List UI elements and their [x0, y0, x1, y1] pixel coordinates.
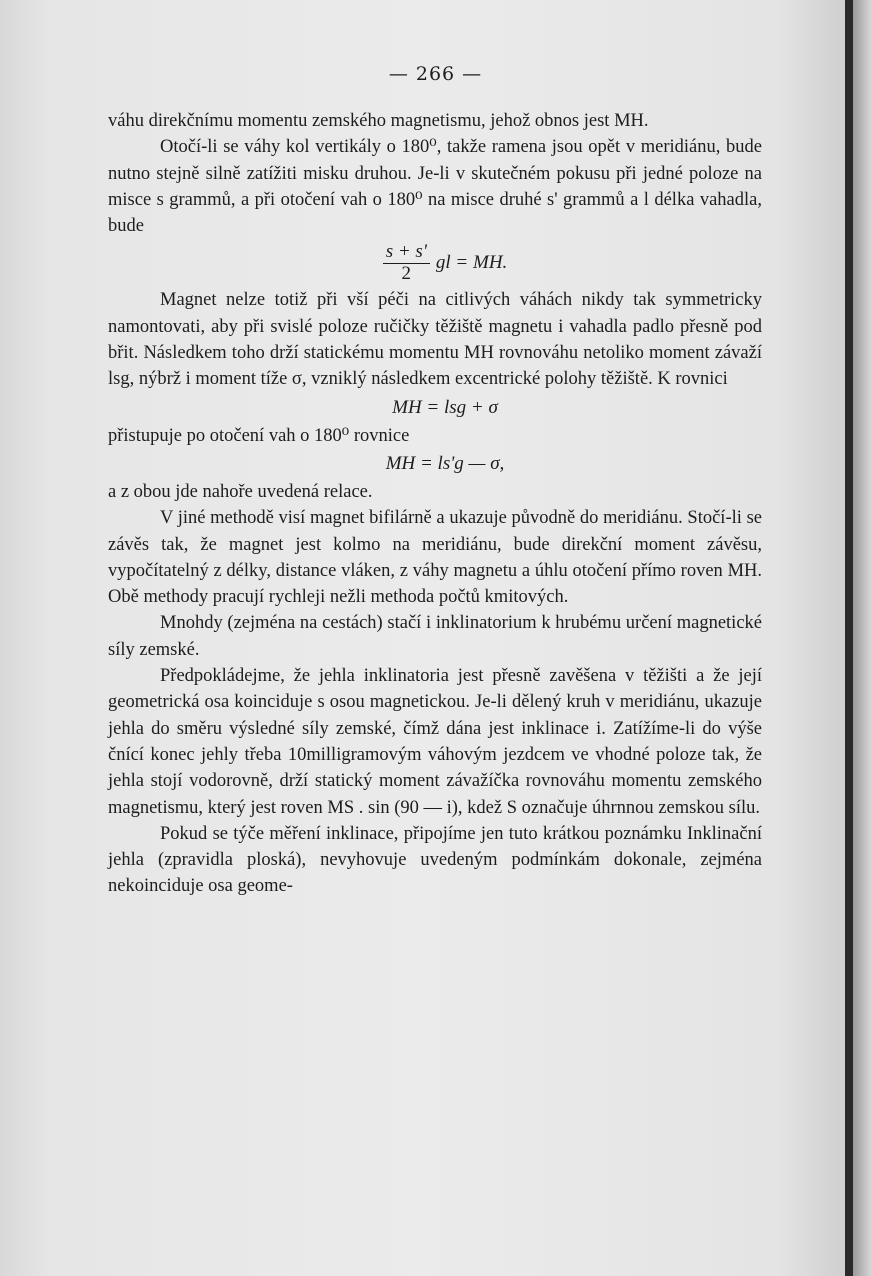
page-edge-background: [853, 0, 871, 1276]
paragraph-1: váhu direkčnímu momentu zemského magnetismu, jehož obnos jest MH.: [108, 111, 649, 131]
paragraph-8: Předpokládejme, že jehla inklinatoria jest přesně zavěšena v těžišti a že její geometrická osa koinciduje s osou magnetickou. Je-li dělený kruh v meridiánu, ukazuje jehla do směru výsledné síly zemské, čímž dána jest inklinace i. Zatížíme-li do výše čnící konec jehly třeba 10milligramovým váhovým jezdcem ve vhodné poloze tak, že jehla stojí vodorovně, drží statický moment závažíčka rovnováhu momentu zemského magnetismu, který jest roven MS . sin (90 — i), kdež S označuje úhrnnou zemskou sílu.: [108, 666, 762, 818]
equation-2: MH = lsg + σ: [392, 396, 498, 418]
paragraph-9: Pokud se týče měření inklinace, připojíme jen tuto krátkou poznámku Inklinační jehla (zpravidla ploská), nevyhovuje uvedeným podmínkám dokonale, zejména nekoinciduje osa geome-: [108, 823, 762, 897]
equation-1: [108, 239, 762, 287]
equation-1-denominator: 2: [401, 263, 412, 285]
equation-1-fraction: [383, 242, 430, 284]
page-number: — 266 —: [388, 63, 483, 85]
paragraph-7: Mnohdy (zejména na cestách) stačí i inklinatorium k hrubému určení magnetické síly zemské.: [108, 613, 762, 660]
paragraph-3: Magnet nelze totiž při vší péči na citlivých váhách nikdy tak symmetricky namontovati, aby při svislé poloze ručičky těžiště magnetu i vahadla padlo přesně pod břit. Následkem toho drží statickému momentu MH rovnováhu netoliko moment závaží lsg, nýbrž i moment tíže σ, vzniklý následkem excentrické polohy těžiště. K rovnici: [108, 290, 762, 390]
paragraph-5: a z obou jde nahoře uvedená relace.: [108, 481, 373, 502]
equation-1-numerator: s + s': [383, 242, 430, 264]
equation-1-rest: gl = MH.: [435, 252, 508, 274]
page-edge-shadow: [845, 0, 853, 1276]
equation-3: MH = ls'g — σ,: [385, 452, 505, 474]
paragraph-2: Otočí-li se váhy kol vertikály o 180⁰, takže ramena jsou opět v meridiánu, bude nutno stejně silně zatížiti misku druhou. Je-li v skutečném pokusu při jedné poloze na misce s grammů, a při otočení vah o 180⁰ na misce druhé s' grammů a l délka vahadla, bude: [108, 137, 762, 237]
paragraph-6: V jiné methodě visí magnet bifilárně a ukazuje původně do meridiánu. Stočí-li se závěs tak, že magnet jest kolmo na meridiánu, bude direkční moment závěsu, vypočítatelný z délky, distance vláken, z váhy magnetu a úhlu otočení přímo roven MH. Obě methody pracují rychleji nežli methoda počtů kmitových.: [108, 508, 762, 608]
paragraph-4: přistupuje po otočení vah o 180⁰ rovnice: [108, 425, 410, 446]
body-text: [108, 108, 762, 900]
